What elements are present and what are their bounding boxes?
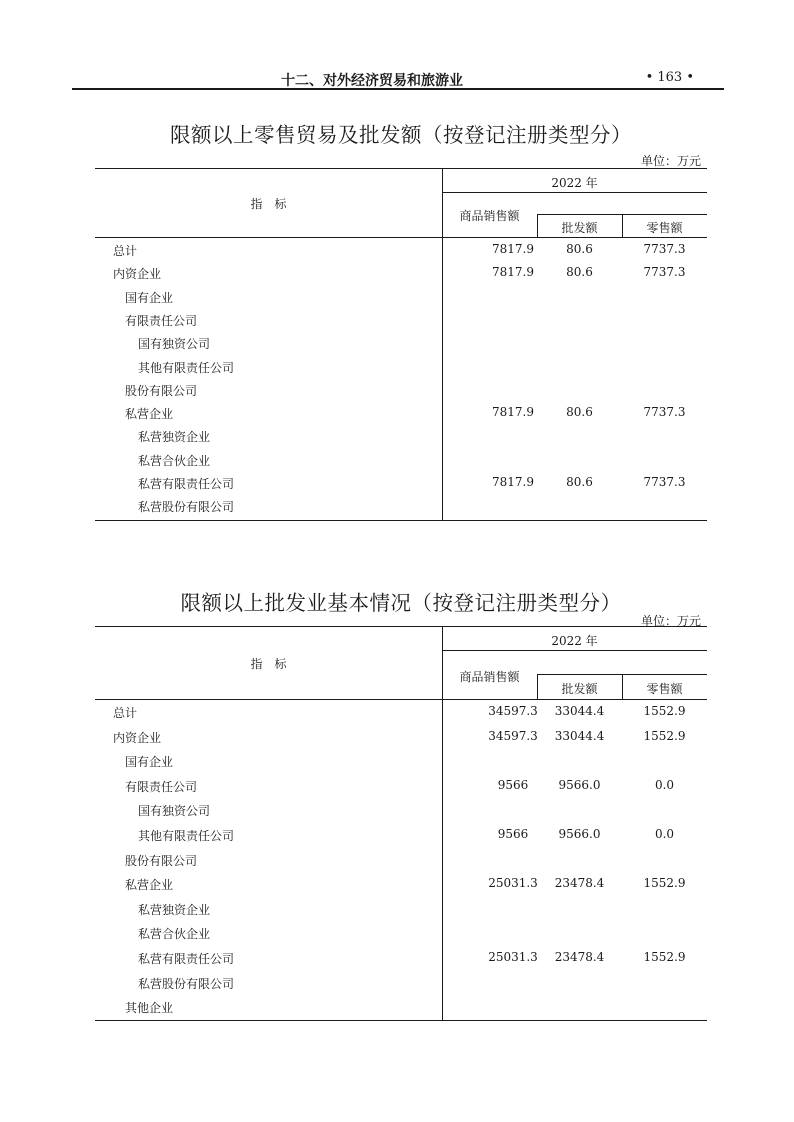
sales-cell: 7817.9 — [492, 475, 534, 489]
table-row — [95, 242, 707, 265]
table2-retail-header: 零售额 — [646, 682, 683, 696]
table2-header-rule — [95, 699, 707, 700]
table2-unit: 单位：万元 — [640, 614, 701, 628]
table-row — [95, 753, 707, 776]
retail-cell: 1552.9 — [643, 704, 686, 718]
table1-indicator-header: 指 标 — [250, 197, 287, 211]
row-label: 其他有限责任公司 — [138, 829, 235, 843]
retail-cell: 1552.9 — [643, 728, 686, 743]
row-label: 国有企业 — [125, 755, 174, 770]
table1-year-rule — [442, 192, 707, 193]
table-row — [95, 405, 707, 428]
sales-cell: 7817.9 — [492, 405, 534, 420]
table-row — [95, 428, 707, 451]
table1-wholesale-header: 批发额 — [561, 221, 598, 235]
table2-bottom-rule — [95, 1020, 707, 1021]
row-label: 有限责任公司 — [125, 779, 198, 794]
table-row — [95, 876, 707, 899]
row-label: 私营有限责任公司 — [138, 952, 235, 966]
sales-cell: 34597.3 — [488, 704, 538, 718]
sales-cell: 9566 — [497, 827, 529, 841]
page-header — [72, 66, 724, 88]
table-row — [95, 335, 707, 358]
table2-indicator-header: 指 标 — [250, 657, 287, 671]
table-row — [95, 827, 707, 850]
table2-year-rule — [442, 650, 707, 651]
row-label: 其他企业 — [125, 1001, 174, 1016]
retail-cell: 7737.3 — [643, 475, 686, 489]
table1-retail-header: 零售额 — [646, 221, 683, 235]
table1-sales-header: 商品销售额 — [459, 209, 520, 223]
row-label: 内资企业 — [113, 267, 162, 282]
table-row — [95, 382, 707, 405]
wholesale-cell: 33044.4 — [554, 704, 605, 718]
retail-cell: 0.0 — [654, 777, 675, 792]
table-row — [95, 950, 707, 973]
retail-wholesale-table — [95, 118, 707, 528]
row-label: 私营独资企业 — [138, 430, 211, 445]
row-label: 私营合伙企业 — [138, 453, 211, 468]
table-row — [95, 925, 707, 948]
table1-title: 限额以上零售贸易及批发额（按登记注册类型分） — [170, 123, 632, 147]
row-label: 私营股份有限公司 — [138, 976, 235, 991]
retail-cell: 7737.3 — [643, 242, 686, 256]
table-row — [95, 802, 707, 825]
row-label: 总计 — [113, 706, 138, 720]
sales-cell: 7817.9 — [492, 242, 534, 256]
table-row — [95, 729, 707, 752]
table-row — [95, 975, 707, 998]
retail-cell: 1552.9 — [643, 950, 686, 964]
sales-cell: 7817.9 — [492, 265, 534, 280]
table-row — [95, 312, 707, 335]
wholesale-cell: 80.6 — [566, 242, 593, 256]
table2-title: 限额以上批发业基本情况（按登记注册类型分） — [180, 591, 622, 615]
row-label: 国有独资公司 — [138, 337, 211, 352]
table-row — [95, 901, 707, 924]
table-row — [95, 999, 707, 1022]
sales-cell: 34597.3 — [488, 728, 538, 743]
row-label: 私营企业 — [125, 878, 174, 893]
chapter-title: 十二、对外经济贸易和旅游业 — [281, 73, 463, 89]
table-row — [95, 704, 707, 727]
wholesale-cell: 23478.4 — [554, 876, 605, 891]
row-label: 私营有限责任公司 — [138, 477, 235, 491]
wholesale-cell: 33044.4 — [554, 728, 605, 743]
sales-cell: 25031.3 — [488, 876, 538, 891]
row-label: 其他有限责任公司 — [138, 360, 235, 375]
table-row — [95, 289, 707, 312]
wholesale-cell: 80.6 — [566, 405, 593, 420]
table2-wholesale-header: 批发额 — [561, 682, 598, 696]
retail-cell: 7737.3 — [643, 405, 686, 420]
retail-cell: 7737.3 — [643, 265, 686, 280]
row-label: 股份有限公司 — [125, 383, 198, 398]
table1-top-rule — [95, 168, 707, 169]
retail-cell: 1552.9 — [643, 876, 686, 891]
row-label: 总计 — [113, 244, 138, 258]
row-label: 内资企业 — [113, 730, 162, 745]
table-row — [95, 778, 707, 801]
table2-top-rule — [95, 626, 707, 627]
table-row — [95, 359, 707, 382]
row-label: 私营独资企业 — [138, 902, 211, 917]
table-row — [95, 265, 707, 288]
table1-unit: 单位：万元 — [640, 154, 701, 168]
sales-cell: 9566 — [497, 777, 529, 792]
row-label: 私营股份有限公司 — [138, 500, 235, 515]
table2-sales-header: 商品销售额 — [459, 670, 520, 684]
wholesale-cell: 9566.0 — [558, 827, 601, 841]
table-row — [95, 852, 707, 875]
wholesale-cell: 80.6 — [566, 265, 593, 280]
wholesale-cell: 23478.4 — [554, 950, 605, 964]
table1-bottom-rule — [95, 520, 707, 521]
row-label: 私营合伙企业 — [138, 927, 211, 942]
wholesale-cell: 80.6 — [566, 475, 593, 489]
header-rule — [72, 88, 724, 90]
row-label: 有限责任公司 — [125, 313, 198, 328]
row-label: 私营企业 — [125, 407, 174, 422]
table-row — [95, 498, 707, 521]
wholesale-basic-table — [95, 586, 707, 1026]
table1-year-header: 2022 年 — [551, 176, 598, 190]
table1-header-rule — [95, 237, 707, 238]
row-label: 股份有限公司 — [125, 853, 198, 868]
wholesale-cell: 9566.0 — [558, 777, 601, 792]
row-label: 国有企业 — [125, 290, 174, 305]
table-row — [95, 452, 707, 475]
table2-year-header: 2022 年 — [551, 634, 598, 648]
table-row — [95, 475, 707, 498]
page-number: • 163 • — [645, 70, 694, 85]
retail-cell: 0.0 — [654, 827, 675, 841]
row-label: 国有独资公司 — [138, 804, 211, 819]
sales-cell: 25031.3 — [488, 950, 538, 964]
